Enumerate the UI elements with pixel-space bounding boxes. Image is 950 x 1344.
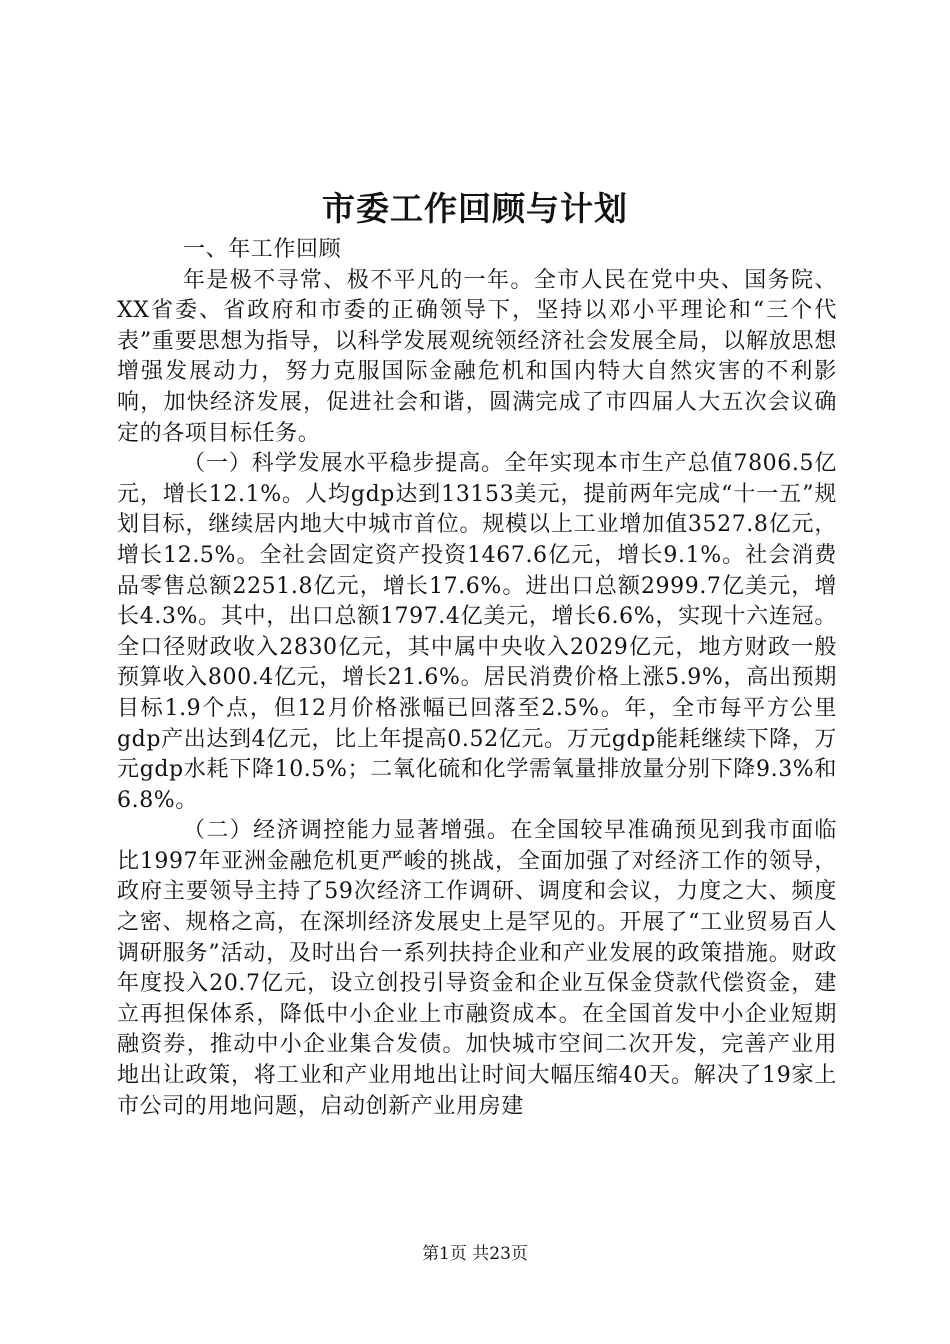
document-body <box>117 235 837 1122</box>
page-footer: 第1页 共23页 <box>422 1244 528 1264</box>
body-paragraph-development: （一）科学发展水平稳步提高。全年实现本市生产总值7806.5亿元，增长12.1%。人均gdp达到13153美元，提前两年完成“十一五”规划目标，继续居内地大中城市首位。规模以上工业增加值3527.8亿元，增长12.5%。全社会固定资产投资1467.6亿元，增长9.1%。社会消费品零售总额2251.8亿元，增长17.6%。进出口总额2999.7亿美元，增长4.3%。其中，出口总额1797.4亿美元，增长6.6%，实现十六连冠。全口径财政收入2830亿元，其中属中央收入2029亿元，地方财政一般预算收入800.4亿元，增长21.6%。居民消费价格上涨5.9%，高出预期目标1.9个点，但12月价格涨幅已回落至2.5%。年，全市每平方公里gdp产出达到4亿元，比上年提高0.52亿元。万元gdp能耗继续下降，万元gdp水耗下降10.5%；二氧化硫和化学需氧量排放量分别下降9.3%和6.8%。 <box>117 451 837 813</box>
document-title: 市委工作回顾与计划 <box>322 189 628 228</box>
section-heading: 一、年工作回顾 <box>183 237 342 262</box>
body-paragraph-regulation: （二）经济调控能力显著增强。在全国较早准确预见到我市面临比1997年亚洲金融危机更严峻的挑战，全面加强了对经济工作的领导，政府主要领导主持了59次经济工作调研、调度和会议，力度之大、频度之密、规格之高，在深圳经济发展史上是罕见的。开展了“工业贸易百人调研服务”活动，及时出台一系列扶持企业和产业发展的政策措施。财政年度投入20.7亿元，设立创投引导资金和企业互保金贷款代偿资金，建立再担保体系，降低中小企业上市融资成本。在全国首发中小企业短期融资券，推动中小企业集合发债。加快城市空间二次开发，完善产业用地出让政策，将工业和产业用地出让时间大幅压缩40天。解决了19家上市公司的用地问题，启动创新产业用房建 <box>117 818 837 1119</box>
body-paragraph-intro: 年是极不寻常、极不平凡的一年。全市人民在党中央、国务院、XX省委、省政府和市委的正确领导下，坚持以邓小平理论和“三个代表”重要思想为指导，以科学发展观统领经济社会发展全局，以解放思想增强发展动力，努力克服国际金融危机和国内特大自然灾害的不利影响，加快经济发展，促进社会和谐，圆满完成了市四届人大五次会议确定的各项目标任务。 <box>117 267 837 446</box>
